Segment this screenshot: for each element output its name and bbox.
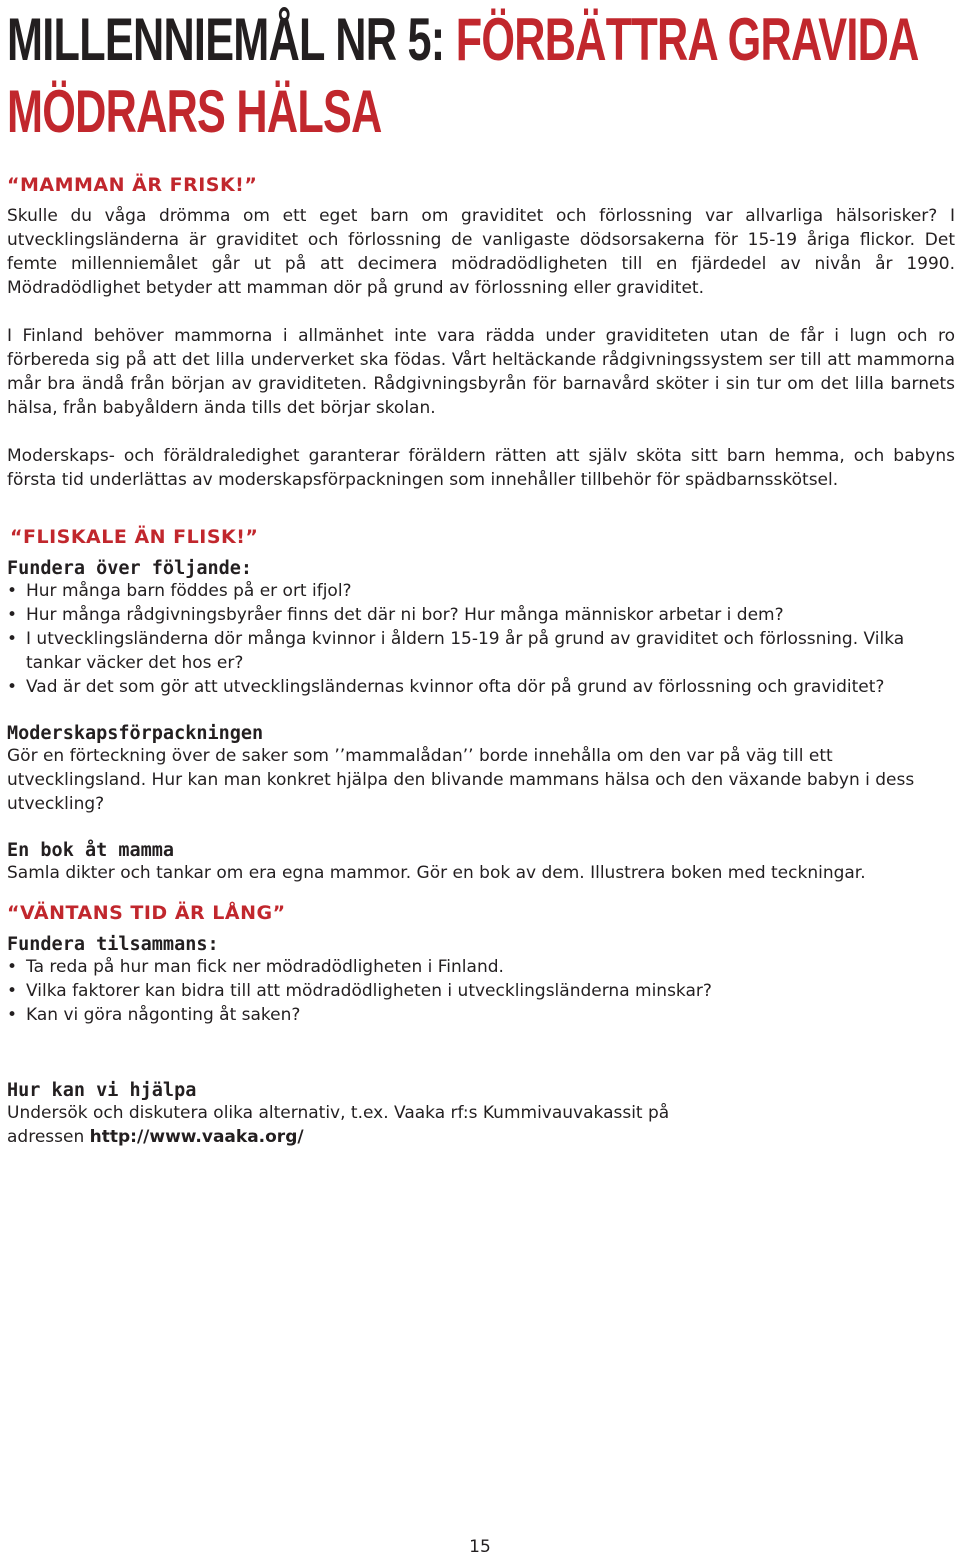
title-prefix: MILLENNIEMÅL NR 5:: [7, 6, 445, 73]
list-item: • Hur många rådgivningsbyråer finns det där ni bor? Hur många människor arbetar i dem?: [7, 603, 955, 627]
question-list: [7, 955, 955, 1027]
paragraph: Samla dikter och tankar om era egna mammor. Gör en bok av dem. Illustrera boken med teckningar.: [7, 863, 866, 883]
list-item: • I utvecklingsländerna dör många kvinnor i åldern 15-19 år på grund av graviditet och förlossning. Vilka tankar väcker det hos er?: [7, 627, 955, 675]
question-list: [7, 579, 955, 699]
help-text: Undersök och diskutera olika alternativ, t.ex. Vaaka rf:s Kummivauvakassit på adressen: [7, 1103, 670, 1147]
subheading: Fundera tilsammans:: [7, 934, 219, 955]
paragraph: [7, 1101, 707, 1149]
list-item: • Hur många barn föddes på er ort ifjol?: [7, 579, 955, 603]
paragraph: Skulle du våga drömma om ett eget barn om graviditet och förlossning var allvarliga hälsorisker? I utvecklingsländerna är graviditet och förlossning de vanligaste dödsorsakerna för 15-19 åriga flickor. Det femte millenniemålet går ut på att decimera mödradödligheten till en fjärdedel av nivån år 1990. Mödradödlighet betyder att mamman dör på grund av förlossning eller graviditet.: [7, 206, 955, 298]
section-heading: “FLISKALE ÄN FLISK!”: [10, 526, 259, 548]
title-line2: MÖDRARS HÄLSA: [7, 78, 382, 145]
paragraph: I Finland behöver mammorna i allmänhet inte vara rädda under graviditeten utan de får i lugn och ro förbereda sig på att det lilla underverket ska födas. Vårt heltäckande rådgivningssystem ser till att mammorna mår bra ändå från början av graviditeten. Rådgivningsbyrån för barnavård sköter i sin tur om det lilla barnets hälsa, från babyåldern ända tills det börjar skolan.: [7, 326, 955, 418]
subheading: En bok åt mamma: [7, 840, 175, 861]
title-highlight: FÖRBÄTTRA GRAVIDA: [455, 6, 919, 73]
section-vantans: [7, 902, 955, 1027]
document-page: [7, 0, 955, 1147]
section-mamman: [7, 174, 955, 492]
page-title: [7, 4, 955, 148]
paragraph: Moderskaps- och föräldraledighet garanterar föräldern rätten att själv sköta sitt barn hemma, och babyns första tid underlättas av moderskapsförpackningen som innehåller tillbehör för spädbarnsskötsel.: [7, 446, 955, 490]
title-block: [7, 0, 955, 149]
subheading: Hur kan vi hjälpa: [7, 1080, 197, 1101]
section-fliskale: [7, 526, 955, 885]
list-item: • Kan vi göra någonting åt saken?: [7, 1003, 955, 1027]
section-heading: “VÄNTANS TID ÄR LÅNG”: [7, 902, 286, 924]
vaaka-link[interactable]: http://www.vaaka.org/: [89, 1127, 304, 1147]
subheading: Fundera över följande:: [7, 558, 253, 579]
section-heading: “MAMMAN ÄR FRISK!”: [7, 174, 258, 196]
subheading: Moderskapsförpackningen: [7, 723, 264, 744]
paragraph: Gör en förteckning över de saker som ’’mammalådan’’ borde innehålla om den var på väg till ett utvecklingsland. Hur kan man konkret hjälpa den blivande mammans hälsa och den växande babyn i dess utveckling?: [7, 746, 915, 814]
page-number: 15: [469, 1537, 491, 1557]
section-help: [7, 1080, 707, 1149]
list-item: • Vad är det som gör att utvecklingsländernas kvinnor ofta dör på grund av förlossning och graviditet?: [7, 675, 955, 699]
list-item: • Ta reda på hur man fick ner mödradödligheten i Finland.: [7, 955, 955, 979]
list-item: • Vilka faktorer kan bidra till att mödradödligheten i utvecklingsländerna minskar?: [7, 979, 955, 1003]
